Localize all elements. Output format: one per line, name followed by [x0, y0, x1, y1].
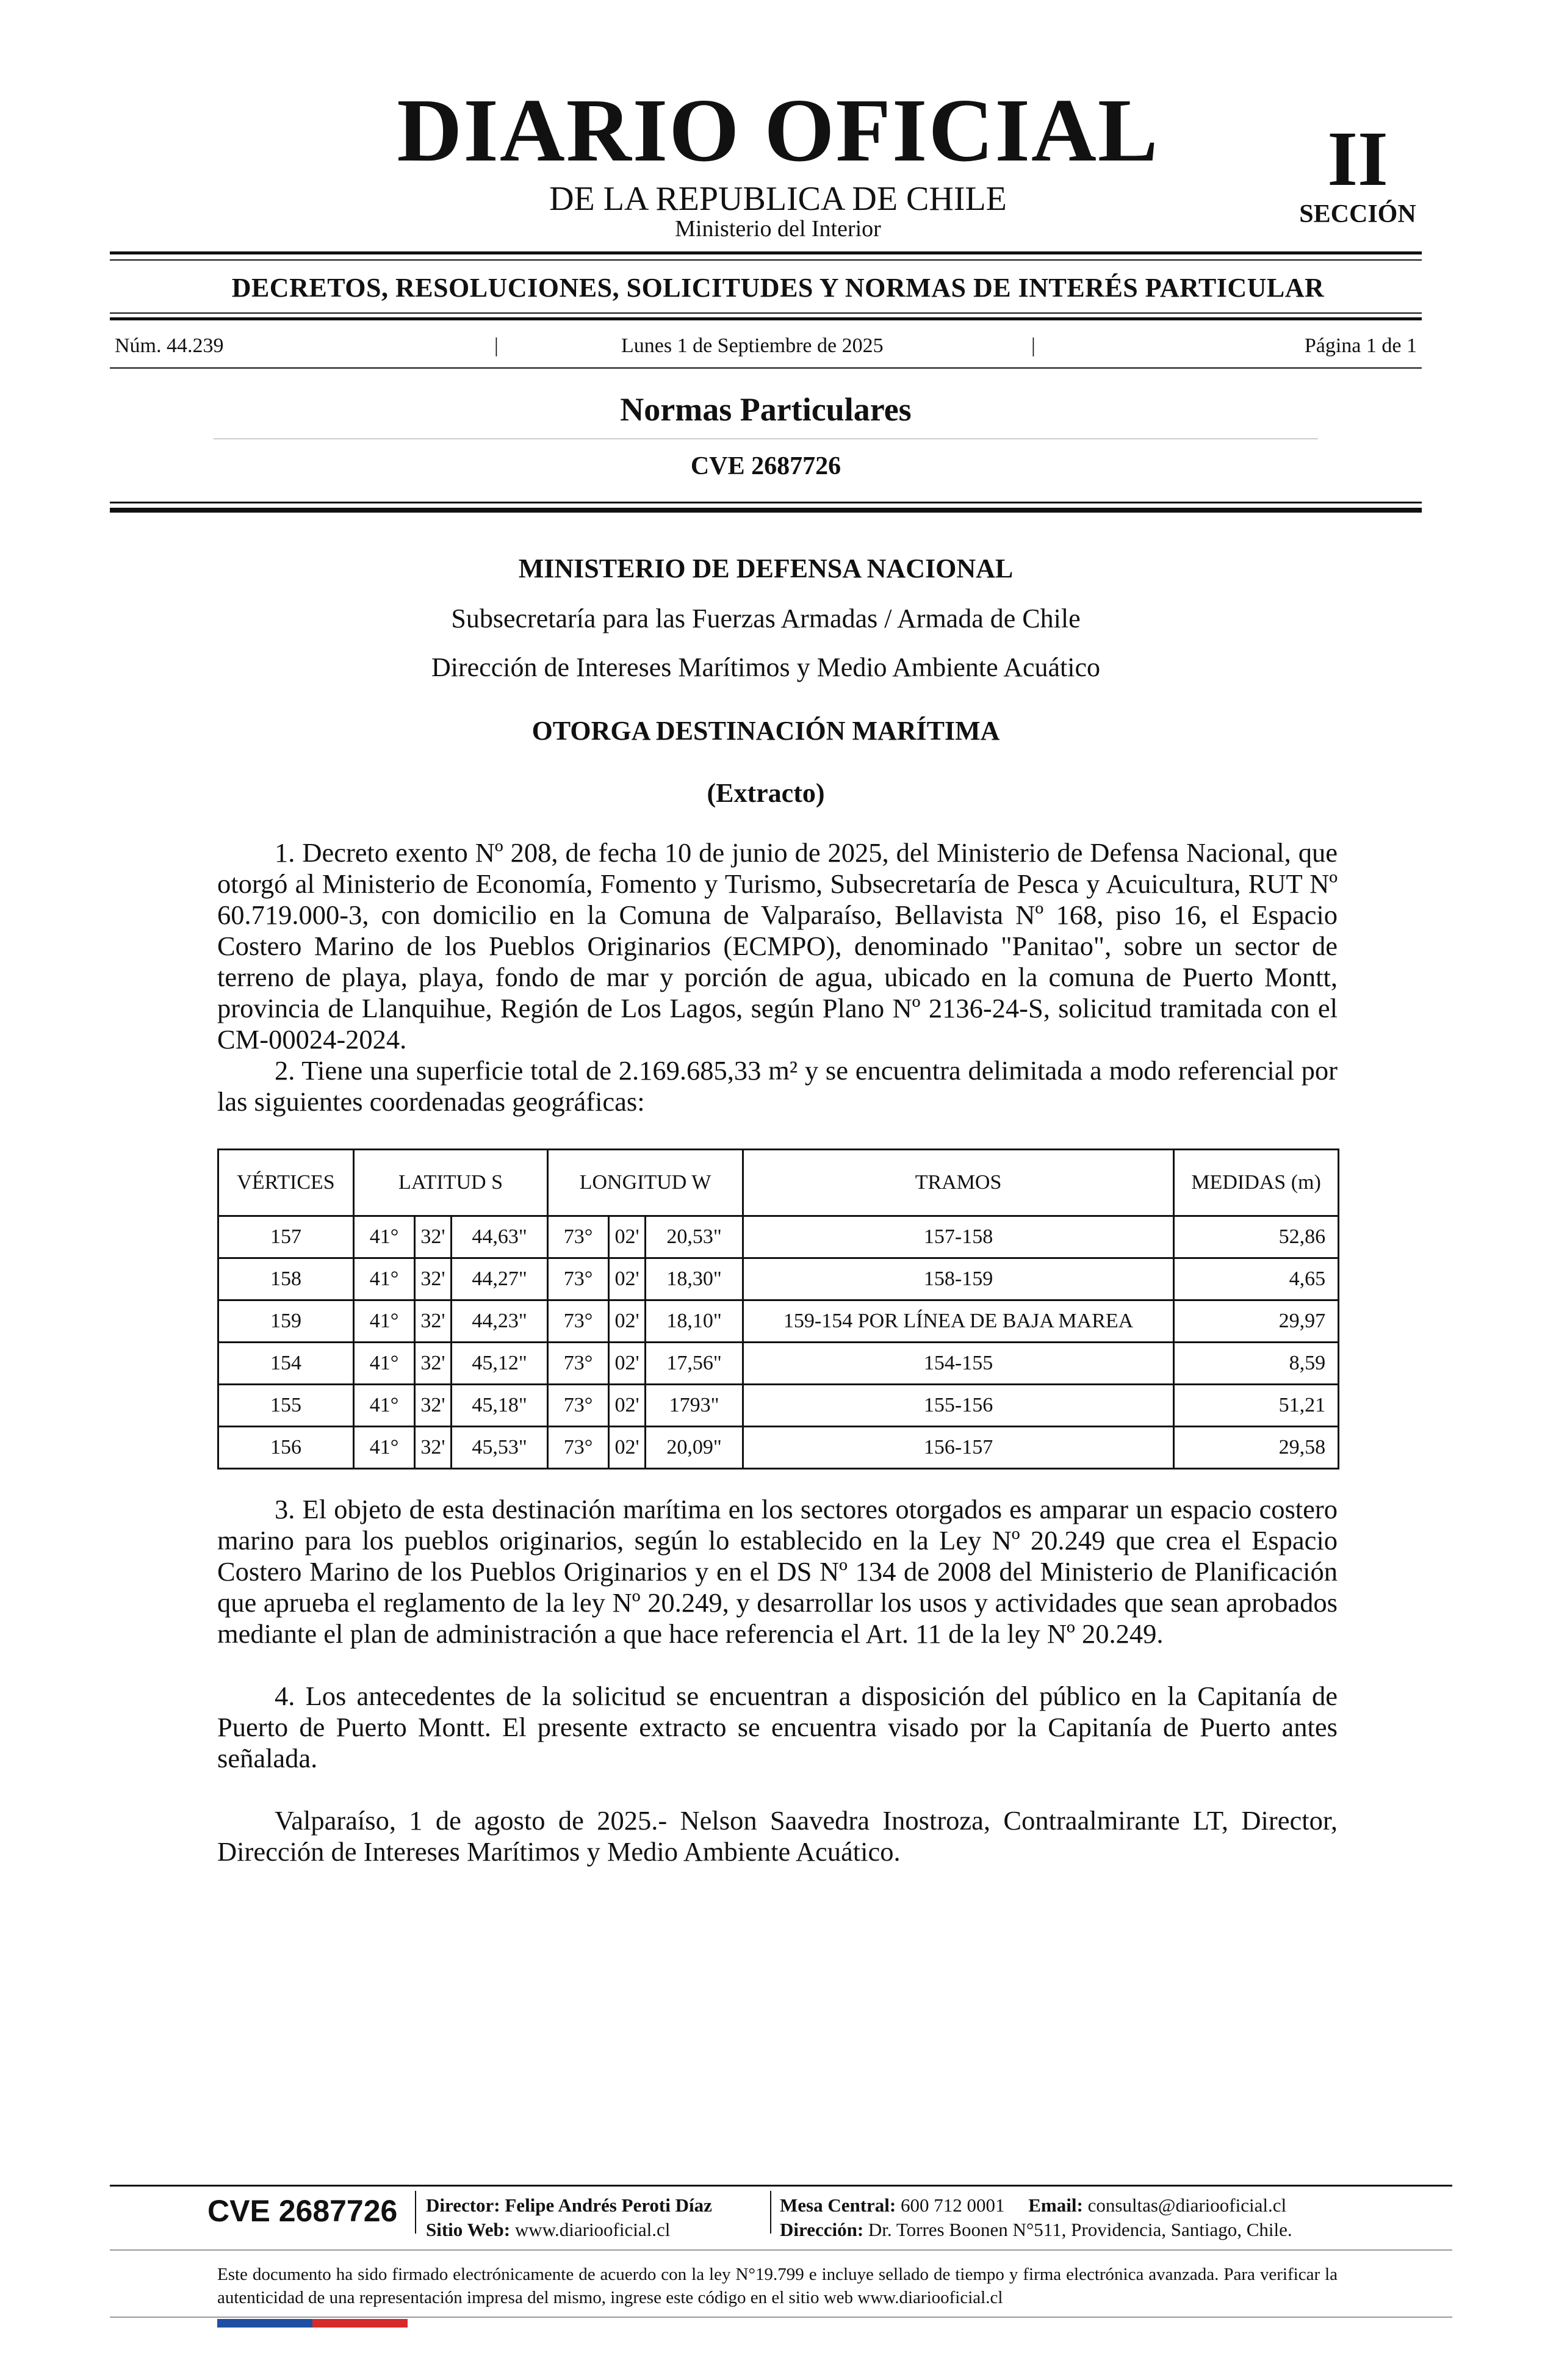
header-rule-top — [110, 251, 1422, 254]
vertex-cell: 157 — [218, 1216, 354, 1258]
email-label: Email: — [1028, 2194, 1083, 2216]
lon-sec-cell: 20,09" — [646, 1427, 743, 1469]
paragraph-3: 3. El objeto de esta destinación marítima en los sectores otorgados es amparar un espacio costero marino para los pueblos originarios, según lo establecido en la Ley Nº 20.249 que crea el Espacio Costero Marino de los Pueblos Originarios y en el DS Nº 134 de 2008 del Ministerio de Planificación que aprueba el reglamento de la ley Nº 20.249, y desarrollar los usos y actividades que sean aprobados mediante el plan de administración a que hace referencia el Art. 11 de la ley Nº 20.249. — [217, 1494, 1338, 1649]
masthead-subtitle: DE LA REPUBLICA DE CHILE — [549, 180, 1007, 218]
section-number: II — [1327, 115, 1388, 202]
lat-min-cell: 32' — [415, 1216, 452, 1258]
vertex-cell: 156 — [218, 1427, 354, 1469]
section-category: DECRETOS, RESOLUCIONES, SOLICITUDES Y NORMAS DE INTERÉS PARTICULAR — [231, 273, 1325, 303]
lon-sec-cell: 1793" — [646, 1385, 743, 1427]
website-label: Sitio Web: — [426, 2219, 511, 2240]
rubric-rule — [214, 438, 1318, 439]
page-indicator: Página 1 de 1 — [1304, 334, 1417, 357]
lat-deg-cell: 41° — [354, 1343, 415, 1385]
lat-sec-cell: 45,53" — [452, 1427, 548, 1469]
segment-cell: 156-157 — [743, 1427, 1174, 1469]
lon-min-cell: 02' — [609, 1258, 646, 1300]
table-row — [218, 1300, 1339, 1343]
paragraph-1: 1. Decreto exento Nº 208, de fecha 10 de junio de 2025, del Ministerio de Defensa Nacional, que otorgó al Ministerio de Economía, Fomento y Turismo, Subsecretaría de Pesca y Acuicultura, RUT Nº 60.719.000-3, con domicilio en la Comuna de Valparaíso, Bellavista Nº 168, piso 16, el Espacio Costero Marino de los Pueblos Originarios (ECMPO), denominado "Panitao", sobre un sector de terreno de playa, playa, fondo de mar y porción de agua, ubicado en la comuna de Puerto Montt, provincia de Llanquihue, Región de Los Lagos, según Plano Nº 2136-24-S, solicitud tramitada con el CM-00024-2024. — [217, 837, 1338, 1055]
document-title: OTORGA DESTINACIÓN MARÍTIMA — [531, 716, 1000, 746]
header-segments: TRAMOS — [743, 1150, 1174, 1216]
lat-min-cell: 32' — [415, 1343, 452, 1385]
footer-legal-note: Este documento ha sido firmado electrónicamente de acuerdo con la ley N°19.799 e incluye sellado de tiempo y firma electrónica avanzada. Para verificar la autenticidad de una representación impresa del mismo, ingrese este código en el sitio web www.diariooficial.cl — [217, 2265, 1338, 2307]
paragraph-4: 4. Los antecedentes de la solicitud se encuentran a disposición del público en la Capitanía de Puerto de Puerto Montt. El presente extracto se encuentra visado por la Capitanía de Puerto antes señalada. — [217, 1681, 1338, 1773]
measure-cell: 52,86 — [1174, 1216, 1339, 1258]
segment-cell: 157-158 — [743, 1216, 1174, 1258]
footer-director — [426, 2193, 712, 2218]
segment-cell: 154-155 — [743, 1343, 1174, 1385]
table-row — [218, 1258, 1339, 1300]
table-row — [218, 1385, 1339, 1427]
footer-rule-bottom — [110, 2317, 1452, 2318]
measure-cell: 4,65 — [1174, 1258, 1339, 1300]
issue-date: Lunes 1 de Septiembre de 2025 — [621, 334, 884, 357]
masthead-ministry: Ministerio del Interior — [675, 216, 881, 242]
section-label: SECCIÓN — [1299, 200, 1416, 228]
lon-deg-cell: 73° — [548, 1300, 609, 1343]
website-link[interactable]: www.diariooficial.cl — [514, 2219, 671, 2240]
lat-deg-cell: 41° — [354, 1427, 415, 1469]
lon-deg-cell: 73° — [548, 1216, 609, 1258]
lon-min-cell: 02' — [609, 1216, 646, 1258]
issuing-ministry: MINISTERIO DE DEFENSA NACIONAL — [518, 554, 1014, 583]
vertex-cell: 155 — [218, 1385, 354, 1427]
meta-separator: | — [1031, 334, 1036, 357]
footer-rule-top — [110, 2185, 1452, 2187]
issue-meta-row — [110, 334, 1422, 359]
body-rule-thick — [110, 508, 1422, 513]
lon-sec-cell: 17,56" — [646, 1343, 743, 1385]
lon-min-cell: 02' — [609, 1300, 646, 1343]
footer-rule-mid — [110, 2249, 1452, 2251]
subsecretariat: Subsecretaría para las Fuerzas Armadas / Armada de Chile — [451, 604, 1081, 633]
category-rule — [110, 317, 1422, 320]
lon-min-cell: 02' — [609, 1385, 646, 1427]
rubric-title: Normas Particulares — [620, 391, 912, 428]
table-row — [218, 1216, 1339, 1258]
directorate: Dirección de Intereses Marítimos y Medio Ambiente Acuático — [431, 652, 1101, 682]
table-row — [218, 1427, 1339, 1469]
segment-cell: 159-154 POR LÍNEA DE BAJA MAREA — [743, 1300, 1174, 1343]
flag-stripe-red — [312, 2319, 408, 2328]
signature-paragraph: Valparaíso, 1 de agosto de 2025.- Nelson Saavedra Inostroza, Contraalmirante LT, Director, Dirección de Intereses Marítimos y Medio Ambiente Acuático. — [217, 1805, 1338, 1867]
footer-divider — [415, 2191, 416, 2234]
measure-cell: 8,59 — [1174, 1343, 1339, 1385]
lat-sec-cell: 44,23" — [452, 1300, 548, 1343]
lon-deg-cell: 73° — [548, 1258, 609, 1300]
flag-stripe-blue — [217, 2319, 312, 2328]
issue-number: Núm. 44.239 — [115, 334, 224, 357]
lat-min-cell: 32' — [415, 1300, 452, 1343]
director-label: Director: — [426, 2194, 500, 2216]
lon-deg-cell: 73° — [548, 1343, 609, 1385]
lon-sec-cell: 18,10" — [646, 1300, 743, 1343]
lat-min-cell: 32' — [415, 1427, 452, 1469]
footer-cve-code: CVE 2687726 — [207, 2194, 398, 2228]
segment-cell: 158-159 — [743, 1258, 1174, 1300]
header-vertices: VÉRTICES — [218, 1150, 354, 1216]
lon-sec-cell: 20,53" — [646, 1216, 743, 1258]
header-longitude: LONGITUD W — [548, 1150, 743, 1216]
email-link[interactable]: consultas@diariooficial.cl — [1087, 2194, 1287, 2216]
document-subtitle: (Extracto) — [707, 778, 825, 808]
lat-sec-cell: 44,63" — [452, 1216, 548, 1258]
cve-code: CVE 2687726 — [690, 452, 841, 480]
measure-cell: 29,97 — [1174, 1300, 1339, 1343]
lat-deg-cell: 41° — [354, 1300, 415, 1343]
lon-deg-cell: 73° — [548, 1385, 609, 1427]
lat-sec-cell: 45,12" — [452, 1343, 548, 1385]
masthead-title: DIARIO OFICIAL — [397, 81, 1159, 181]
header-rule-top-thin — [110, 259, 1422, 261]
lon-sec-cell: 18,30" — [646, 1258, 743, 1300]
director-name: Felipe Andrés Peroti Díaz — [505, 2194, 712, 2216]
lat-sec-cell: 44,27" — [452, 1258, 548, 1300]
lat-deg-cell: 41° — [354, 1385, 415, 1427]
footer-address — [780, 2218, 1292, 2242]
lat-deg-cell: 41° — [354, 1216, 415, 1258]
phone-label: Mesa Central: — [780, 2194, 896, 2216]
lat-min-cell: 32' — [415, 1385, 452, 1427]
footer-divider — [770, 2191, 771, 2234]
address-value: Dr. Torres Boonen N°511, Providencia, Santiago, Chile. — [868, 2219, 1292, 2240]
meta-rule — [110, 367, 1422, 369]
measure-cell: 51,21 — [1174, 1385, 1339, 1427]
lon-deg-cell: 73° — [548, 1427, 609, 1469]
coordinates-table — [217, 1149, 1339, 1469]
table-header-row — [218, 1150, 1339, 1216]
category-rule-thin — [110, 312, 1422, 314]
lat-min-cell: 32' — [415, 1258, 452, 1300]
measure-cell: 29,58 — [1174, 1427, 1339, 1469]
footer-contact — [780, 2193, 1286, 2218]
phone-number: 600 712 0001 — [901, 2194, 1005, 2216]
lon-min-cell: 02' — [609, 1343, 646, 1385]
address-label: Dirección: — [780, 2219, 864, 2240]
vertex-cell: 158 — [218, 1258, 354, 1300]
meta-separator: | — [494, 334, 499, 357]
vertex-cell: 159 — [218, 1300, 354, 1343]
body-rule-thin — [110, 502, 1422, 503]
lat-deg-cell: 41° — [354, 1258, 415, 1300]
header-latitude: LATITUD S — [354, 1150, 548, 1216]
lon-min-cell: 02' — [609, 1427, 646, 1469]
lat-sec-cell: 45,18" — [452, 1385, 548, 1427]
table-row — [218, 1343, 1339, 1385]
header-measures: MEDIDAS (m) — [1174, 1150, 1339, 1216]
paragraph-2: 2. Tiene una superficie total de 2.169.685,33 m² y se encuentra delimitada a modo referencial por las siguientes coordenadas geográficas: — [217, 1055, 1338, 1117]
segment-cell: 155-156 — [743, 1385, 1174, 1427]
vertex-cell: 154 — [218, 1343, 354, 1385]
footer-website — [426, 2218, 670, 2242]
